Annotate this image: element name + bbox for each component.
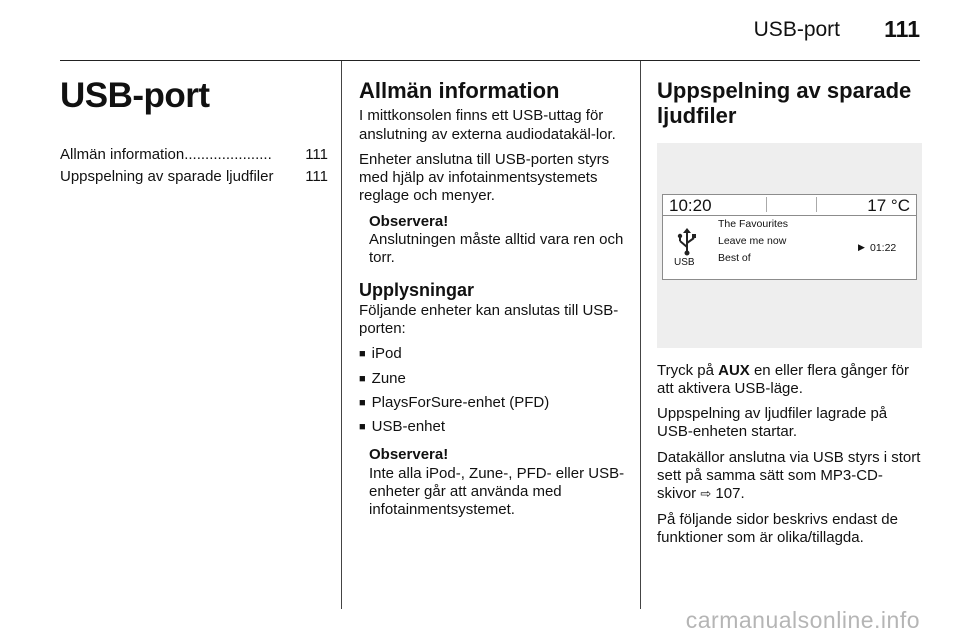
toc-entry-page: 111 bbox=[305, 167, 328, 185]
list-item: ■ PlaysForSure-enhet (PFD) bbox=[359, 394, 629, 412]
text-run: Datakällor anslutna via USB styrs i stort sett på samma sätt som MP3-CD-skivor bbox=[657, 448, 921, 503]
paragraph: Enheter anslutna till USB-porten styrs med hjälp av infotainmentsystemets reglage och menyer. bbox=[359, 150, 610, 205]
cross-reference-arrow-icon: ⇨ bbox=[700, 486, 712, 502]
toc-entry[interactable] bbox=[60, 144, 328, 166]
status-divider bbox=[816, 197, 817, 212]
header-rule bbox=[60, 60, 920, 61]
paragraph: I mittkonsolen finns ett USB-uttag för anslutning av externa audiodatakäl-lor. bbox=[359, 107, 616, 143]
display-illustration bbox=[657, 143, 922, 348]
toc-entry[interactable] bbox=[60, 166, 328, 188]
list-item: ■ USB-enhet bbox=[359, 418, 629, 436]
device-list bbox=[359, 345, 629, 436]
note-text: Inte alla iPod-, Zune-, PFD- eller USB-enheter går att använda med infotainmentsystemet. bbox=[369, 464, 625, 519]
list-item: ■ iPod bbox=[359, 345, 629, 363]
cross-reference-page[interactable]: 107. bbox=[711, 485, 745, 503]
key-name: AUX bbox=[718, 361, 750, 379]
note-title: Observera! bbox=[369, 212, 449, 230]
general-info-column bbox=[359, 78, 629, 528]
play-icon: ▶ bbox=[858, 241, 865, 252]
column-divider-2 bbox=[640, 61, 641, 609]
source-label: USB bbox=[674, 256, 695, 268]
status-divider bbox=[766, 197, 767, 212]
paragraph: Följande enheter kan anslutas till USB-porten: bbox=[359, 301, 619, 337]
track-item: Leave me now bbox=[718, 234, 787, 247]
section-heading: Allmän information bbox=[359, 78, 560, 103]
toc-entry-label: Allmän information bbox=[60, 146, 185, 163]
note-box bbox=[369, 213, 629, 268]
note-box bbox=[369, 446, 629, 519]
paragraph: På följande sidor beskrivs endast de funktioner som är olika/tillagda. bbox=[657, 510, 898, 546]
track-item: The Favourites bbox=[718, 217, 789, 230]
usb-icon bbox=[677, 228, 697, 256]
column-divider-1 bbox=[341, 61, 342, 609]
subheading: Upplysningar bbox=[359, 279, 475, 300]
note-text: Anslutningen måste alltid vara ren och torr. bbox=[369, 231, 624, 267]
watermark: carmanualsonline.info bbox=[685, 607, 920, 633]
track-item: Best of bbox=[718, 251, 751, 264]
chapter-column bbox=[60, 72, 328, 188]
note-title: Observera! bbox=[369, 446, 449, 464]
toc-entry-page: 111 bbox=[305, 146, 328, 163]
toc-leader-dots: ..................... bbox=[184, 146, 272, 163]
text-run: en eller flera gånger för att aktivera USB-läge. bbox=[657, 361, 910, 397]
paragraph bbox=[657, 362, 922, 399]
paragraph bbox=[657, 449, 922, 504]
paragraph: Uppspelning av ljudfiler lagrade på USB-enheten startar. bbox=[657, 405, 888, 441]
table-of-contents bbox=[60, 144, 328, 188]
running-header-title: USB-port bbox=[753, 18, 840, 41]
toc-leader-dots bbox=[273, 166, 305, 188]
infotainment-screen bbox=[662, 194, 917, 280]
clock: 10:20 bbox=[669, 195, 712, 215]
section-heading: Uppspelning av sparade ljudfiler bbox=[657, 78, 912, 129]
elapsed-time: 01:22 bbox=[870, 241, 897, 254]
text-run: Tryck på bbox=[657, 361, 719, 379]
temperature: 17 °C bbox=[867, 195, 910, 215]
toc-entry-label: Uppspelning av sparade ljudfiler bbox=[60, 167, 274, 185]
playback-column bbox=[657, 78, 922, 554]
list-item: ■ Zune bbox=[359, 370, 629, 388]
screen-status-bar bbox=[663, 195, 916, 216]
chapter-title: USB-port bbox=[60, 76, 210, 115]
page-number: 111 bbox=[884, 16, 920, 42]
